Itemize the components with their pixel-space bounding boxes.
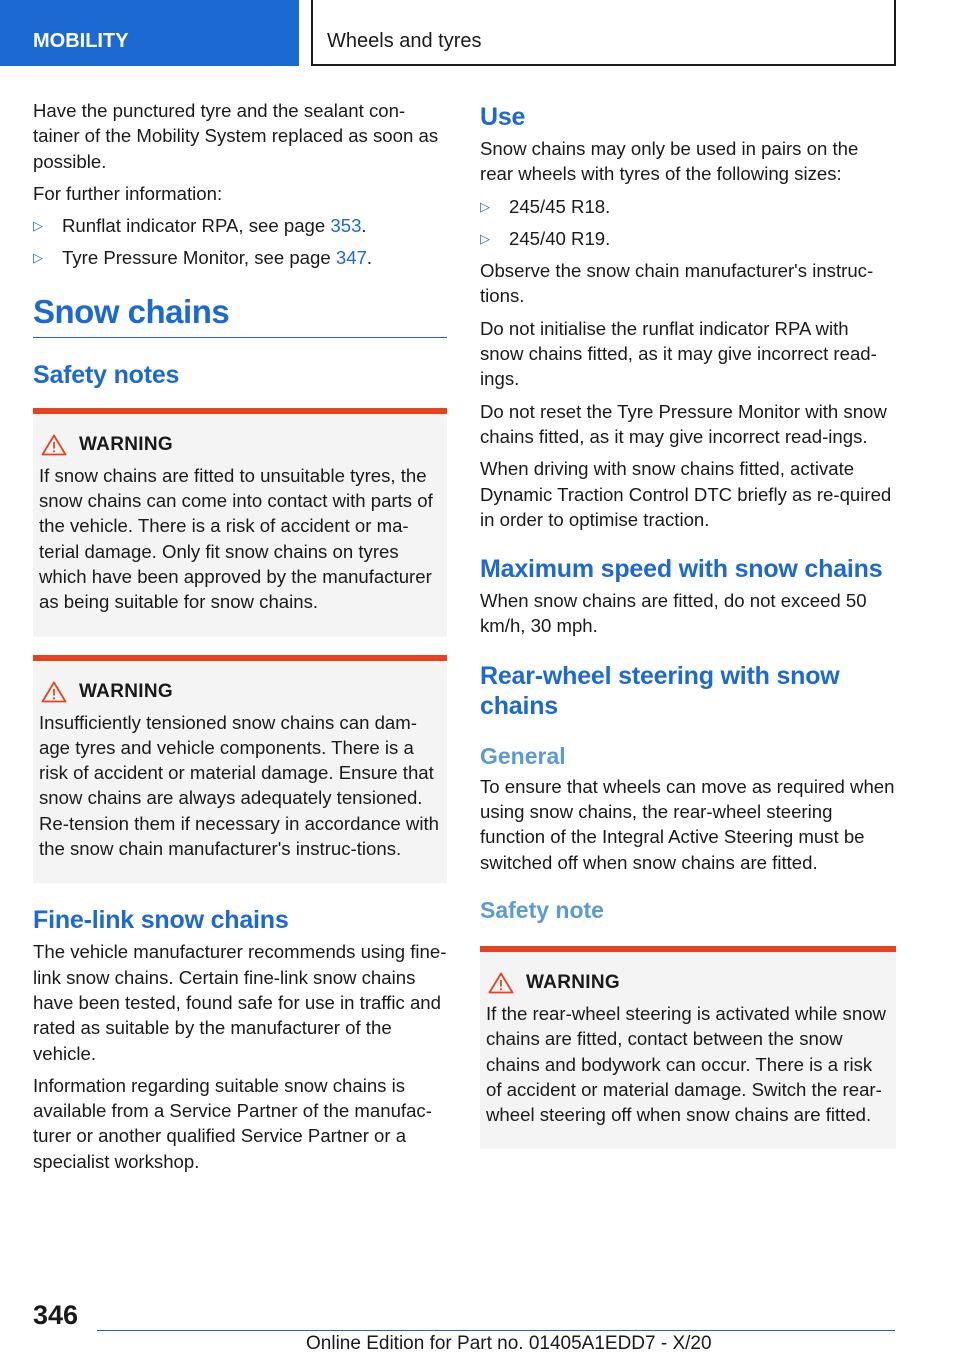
warning-box xyxy=(33,655,447,884)
triangle-right-icon: ▷ xyxy=(33,250,43,266)
reference-list xyxy=(33,213,447,271)
header-title-box xyxy=(311,0,896,66)
use-paragraph-4: Do not reset the Tyre Pressure Monitor with snow chains fitted, as it may give incorrect read-ings. xyxy=(480,400,887,447)
page-link-353[interactable]: 353 xyxy=(330,215,362,237)
warning-triangle-icon xyxy=(488,972,514,994)
warning-header xyxy=(486,972,890,994)
use-paragraph-5: When driving with snow chains fitted, activate Dynamic Traction Control DTC briefly as re-quired in order to optimise traction. xyxy=(480,458,892,530)
general-paragraph: To ensure that wheels can move as required when using snow chains, the rear-wheel steering function of the Integral Active Steering must be switched off when snow chains are fitted. xyxy=(480,775,895,873)
use-paragraph-2: Observe the snow chain manufacturer's instruc-tions. xyxy=(480,260,874,307)
max-speed-paragraph: When snow chains are fitted, do not exceed 50 km/h, 30 mph. xyxy=(480,590,867,637)
warning-box xyxy=(480,946,896,1149)
right-column xyxy=(480,102,896,1161)
header-title: Wheels and tyres xyxy=(327,30,482,52)
warning-box xyxy=(33,408,447,637)
fine-link-heading: Fine-link snow chains xyxy=(33,906,289,935)
ref-end: . xyxy=(361,215,367,237)
list-item xyxy=(33,213,447,238)
warning-label: WARNING xyxy=(79,680,173,702)
list-item xyxy=(33,245,447,270)
page-number: 346 xyxy=(33,1300,79,1330)
ref-text: Runflat indicator RPA, see page xyxy=(62,215,331,237)
max-speed-heading: Maximum speed with snow chains xyxy=(480,555,883,584)
left-column xyxy=(33,98,447,1181)
triangle-right-icon: ▷ xyxy=(480,230,490,246)
general-heading: General xyxy=(480,742,566,769)
triangle-right-icon: ▷ xyxy=(33,218,43,234)
triangle-right-icon: ▷ xyxy=(480,198,490,214)
warning-text: If the rear-wheel steering is activated while snow chains are fitted, contact between the snow chains and bodywork can occur. There is a risk of accident or material damage. Switch the rear-wheel steering off when snow chains are fitted. xyxy=(486,1002,886,1126)
safety-notes-heading: Safety notes xyxy=(33,360,180,389)
page-link-347[interactable]: 347 xyxy=(335,247,367,269)
use-heading: Use xyxy=(480,103,526,131)
fine-link-paragraph-1: The vehicle manufacturer recommends using fine-link snow chains. Certain fine-link snow chains have been tested, found safe for use in traffic and rated as suitable by the manufacturer of the vehicle. xyxy=(33,941,447,1064)
ref-text: Tyre Pressure Monitor, see page xyxy=(62,247,336,269)
ref-end: . xyxy=(366,247,373,269)
header-section-label: MOBILITY xyxy=(33,30,129,52)
further-info-label: For further information: xyxy=(33,182,223,204)
tyre-size: 245/40 R19. xyxy=(509,227,611,249)
intro-paragraph: Have the punctured tyre and the sealant con-tainer of the Mobility System replaced as soon as possible. xyxy=(33,100,439,172)
fine-link-paragraph-2: Information regarding suitable snow chains is available from a Service Partner of the manufac-turer or another qualified Service Partner or a specialist workshop. xyxy=(33,1074,432,1172)
warning-text: If snow chains are fitted to unsuitable tyres, the snow chains can come into contact with parts of the vehicle. There is a risk of accident or ma-terial damage. Only fit snow chains on tyres which have been approved by the manufacturer as being suitable for snow chains. xyxy=(39,464,433,613)
warning-triangle-icon xyxy=(41,681,67,703)
list-item xyxy=(480,226,896,251)
header-section-tab xyxy=(0,0,299,66)
warning-label: WARNING xyxy=(526,971,620,993)
section-title: Snow chains xyxy=(33,293,447,338)
footer-edition: Online Edition for Part no. 01405A1EDD7 - X/20 xyxy=(306,1333,712,1354)
warning-text: Insufficiently tensioned snow chains can dam-age tyres and vehicle components. There is a risk of accident or material damage. Ensure that snow chains are always adequately tensioned. Re-tension them if necessary in accordance with the snow chain manufacturer's instruc-tions. xyxy=(39,711,439,860)
use-paragraph-3: Do not initialise the runflat indicator RPA with snow chains fitted, as it may give incorrect read-ings. xyxy=(480,317,877,390)
warning-label: WARNING xyxy=(79,433,173,455)
use-paragraph-1: Snow chains may only be used in pairs on the rear wheels with tyres of the following sizes: xyxy=(480,138,859,185)
rear-wheel-heading: Rear-wheel steering with snow chains xyxy=(480,661,840,720)
tyre-size-list xyxy=(480,194,896,252)
footer-divider xyxy=(97,1330,895,1331)
tyre-size: 245/45 R18. xyxy=(509,195,611,217)
warning-header xyxy=(39,434,441,456)
warning-header xyxy=(39,681,441,703)
warning-triangle-icon xyxy=(41,434,67,456)
safety-note-heading: Safety note xyxy=(480,896,604,923)
list-item xyxy=(480,194,896,219)
